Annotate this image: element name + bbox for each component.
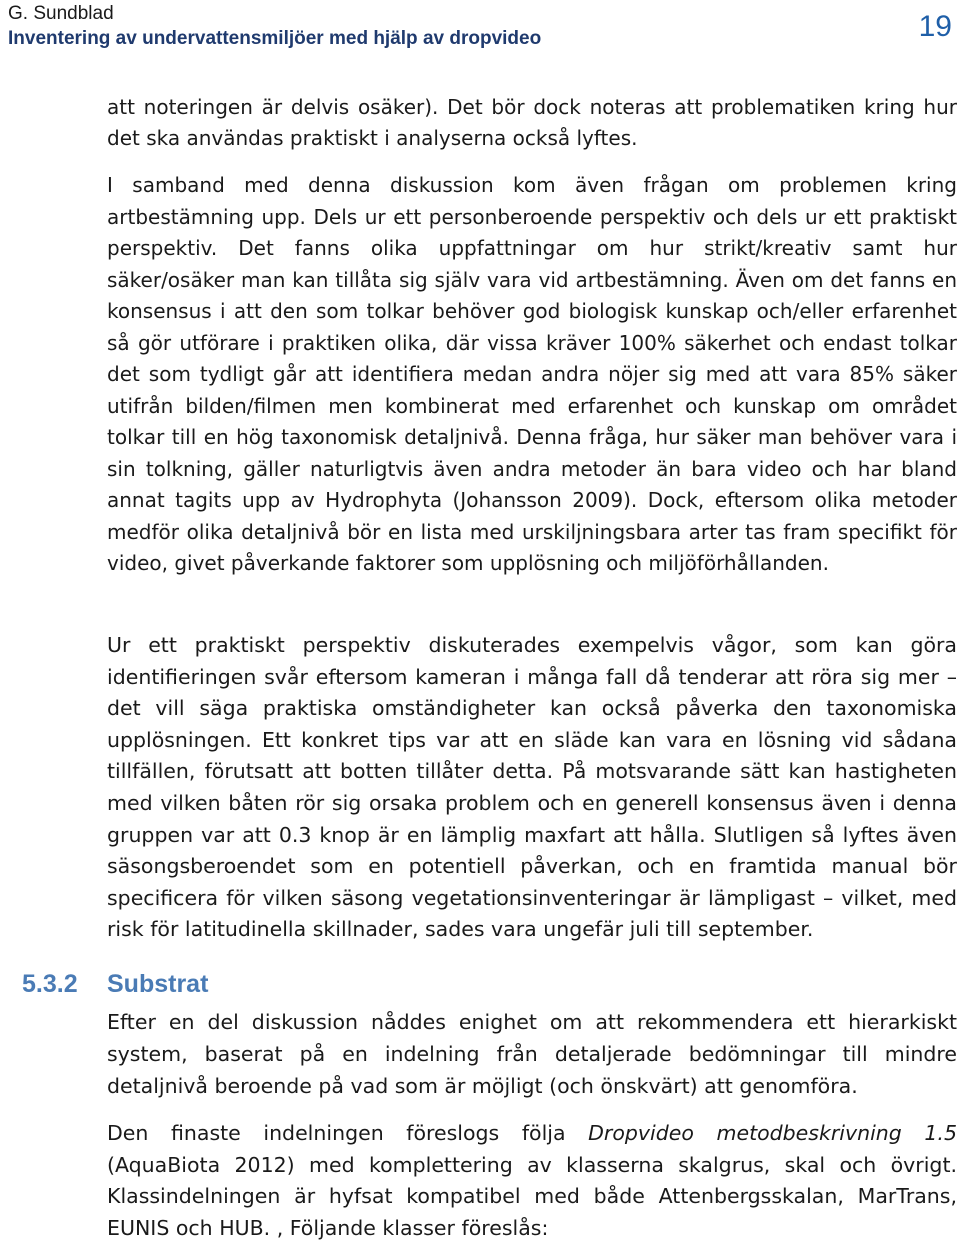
section-title: Substrat [107, 970, 209, 998]
paragraph-3: Ur ett praktiskt perspektiv diskuterades exempelvis vågor, som kan göra identifieringen svår eftersom kameran i många fall då tenderar att röra sig mer – det vill säga praktiska omständigheter kan också påverka den taxonomiska upplösningen. Ett konkret tips var att en släde kan vara en lösning vid sådana tillfällen, förutsatt att botten tillåter detta. På motsvarande sätt kan hastigheten med vilken båten rör sig orsaka problem och en generell konsensus även i denna gruppen var att 0.3 knop är en lämplig maxfart att hålla. Slutligen så lyftes även säsongsberoendet som en potentiell påverkan, och en framtida manual bör specificera för vilken säsong vegetationsinventeringar är lämpligast – vilket, med risk för latitudinella skillnader, sades vara ungefär juli till september. [107, 633, 957, 942]
paragraph-1: att noteringen är delvis osäker). Det bör dock noteras att problematiken kring hur det ska användas praktiskt i analyserna också lyftes. [107, 95, 957, 150]
paragraph-4: Efter en del diskussion nåddes enighet om att rekommendera ett hierarkiskt system, baserat på en indelning från detaljerade bedömningar till mindre detaljnivå beroende på vad som är möjligt (och önskvärt) att genomföra. [107, 1010, 957, 1098]
section-number: 5.3.2 [22, 970, 78, 998]
paragraph-5-start: Den finaste indelningen föreslogs följa [107, 1121, 589, 1145]
paragraph-5-container [107, 1118, 957, 1244]
method-reference: Dropvideo metodbeskrivning 1.5 [588, 1121, 957, 1145]
paragraph-5-end: (AquaBiota 2012) med komplettering av klasserna skalgrus, skal och övrigt. Klassindelningen är hyfsat kompatibel med både Attenbergsskalan, MarTrans, EUNIS och HUB. , Följande klasser föreslås: [107, 1152, 957, 1240]
section-heading [22, 970, 208, 999]
paragraph-1-container [107, 92, 957, 153]
author-name: G. Sundblad [8, 3, 114, 24]
paragraph-5 [107, 1118, 957, 1244]
page-number: 19 [918, 10, 952, 43]
paragraph-2: I samband med denna diskussion kom även frågan om problemen kring artbestämning upp. Dels ur ett personberoende perspektiv och dels ur ett praktiskt perspektiv. Det fanns olika uppfattningar om hur strikt/kreativ samt hur säker/osäker man kan tillåta sig själv vara vid artbestämning. Även om det fanns en konsensus i att den som tolkar behöver god biologisk kunskap och/eller erfarenhet så gör utförare i praktiken olika, där vissa kräver 100% säkerhet och endast tolkar det som tydligt går att identifiera medan andra nöjer sig med att vara 85% säker utifrån bilden/filmen men kombinerat med erfarenhet och kunskap om området tolkar till en hög taxonomisk detaljnivå. Denna fråga, hur säker man behöver vara i sin tolkning, gäller naturligtvis även andra metoder än bara video och har bland annat tagits upp av Hydrophyta (Johansson 2009). Dock, eftersom olika metoder medför olika detaljnivå bör en lista med urskiljningsbara arter tas fram specifikt för video, givet påverkande faktorer som upplösning och miljöförhållanden. [107, 173, 957, 575]
paragraph-4-container [107, 1006, 957, 1102]
page-header [8, 2, 952, 52]
paragraph-3-container [107, 630, 957, 946]
document-title: Inventering av undervattensmiljöer med hjälp av dropvideo [8, 28, 542, 49]
paragraph-2-container [107, 170, 957, 580]
